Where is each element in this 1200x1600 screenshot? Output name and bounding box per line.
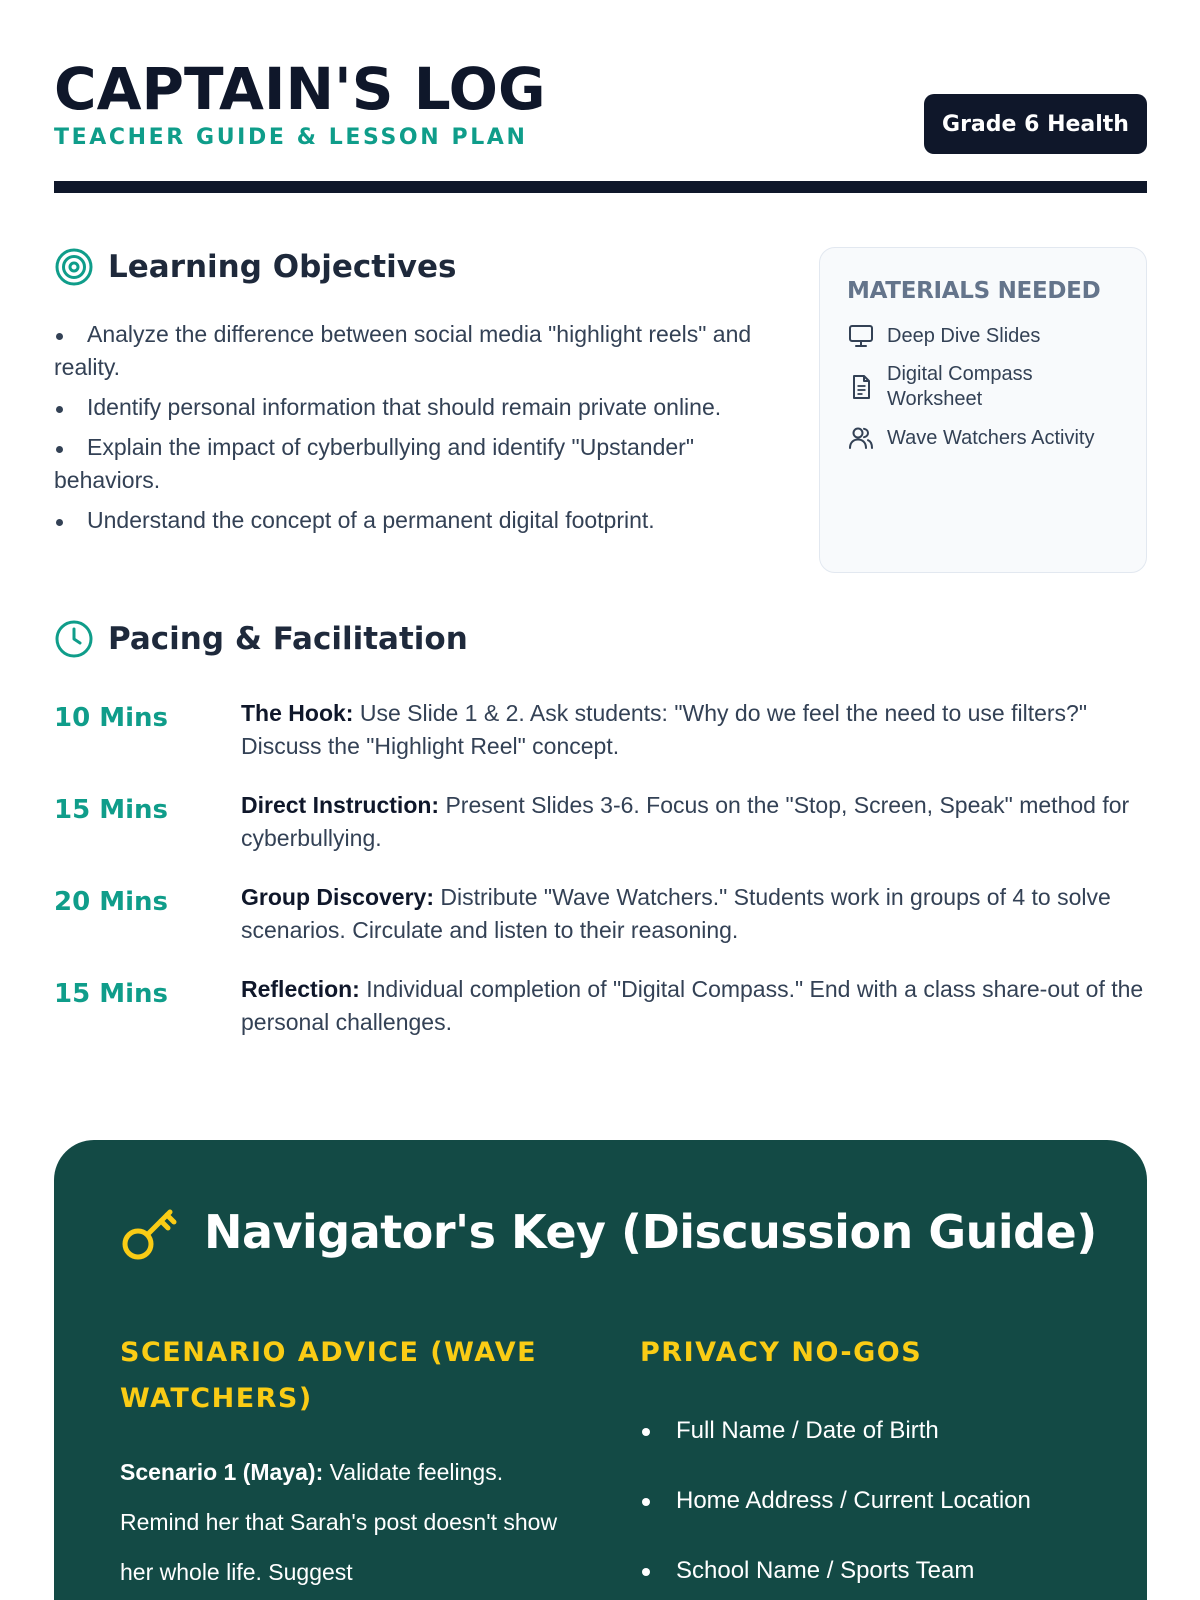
pacing-text: Use Slide 1 & 2. Ask students: "Why do we feel the need to use filters?" Discuss the "Highlight Reel" concept. (241, 700, 1088, 759)
privacy-item: Full Name / Date of Birth (640, 1396, 1090, 1466)
objective-item: Understand the concept of a permanent digital footprint. (54, 504, 774, 537)
pacing-label: Group Discovery: (241, 884, 434, 910)
pacing-description (241, 881, 1147, 947)
monitor-icon (847, 322, 875, 350)
pacing-text: Distribute "Wave Watchers." Students work in groups of 4 to solve scenarios. Circulate and listen to their reasoning. (241, 884, 1111, 943)
objective-item: Identify personal information that should remain private online. (54, 391, 774, 424)
material-item-slides (847, 322, 1119, 350)
pacing-description (241, 697, 1147, 763)
objectives-list (54, 318, 774, 544)
materials-title: MATERIALS NEEDED (847, 278, 1101, 304)
pacing-text: Present Slides 3-6. Focus on the "Stop, Screen, Speak" method for cyberbullying. (241, 792, 1130, 851)
header (54, 55, 1147, 193)
pacing-label: Reflection: (241, 976, 360, 1002)
pacing-row (54, 697, 1147, 763)
privacy-column (640, 1330, 1090, 1600)
pacing-row (54, 973, 1147, 1039)
pacing-time: 15 Mins (54, 979, 169, 1009)
grade-badge: Grade 6 Health (924, 94, 1147, 154)
scenario-1 (120, 1447, 570, 1597)
pacing-label: The Hook: (241, 700, 354, 726)
materials-card (819, 247, 1147, 573)
privacy-item: Home Address / Current Location (640, 1466, 1090, 1536)
pacing-row (54, 789, 1147, 855)
privacy-list (640, 1396, 1090, 1600)
target-icon (54, 247, 94, 287)
pacing-time: 10 Mins (54, 703, 169, 733)
privacy-item: School Name / Sports Team (640, 1536, 1090, 1600)
scenario-1-text: Validate feelings. Remind her that Sarah's post doesn't show her whole life. Suggest (120, 1459, 558, 1585)
header-divider (54, 181, 1147, 193)
pacing-description (241, 789, 1147, 855)
pacing-time: 15 Mins (54, 795, 169, 825)
scenario-advice-heading: SCENARIO ADVICE (WAVE WATCHERS) (120, 1337, 538, 1414)
scenario-1-label: Scenario 1 (Maya): (120, 1459, 324, 1485)
navigator-key-heading (120, 1200, 1097, 1264)
pacing-row (54, 881, 1147, 947)
material-item-worksheet (847, 362, 1119, 412)
material-label: Wave Watchers Activity (887, 426, 1095, 449)
navigator-key-title: Navigator's Key (Discussion Guide) (204, 1205, 1097, 1259)
page-subtitle: TEACHER GUIDE & LESSON PLAN (54, 125, 528, 150)
objective-item: Explain the impact of cyberbullying and identify "Upstander" behaviors. (54, 431, 774, 497)
privacy-heading: PRIVACY NO-GOS (640, 1337, 923, 1368)
page-title: CAPTAIN'S LOG (54, 55, 546, 123)
key-icon (120, 1200, 184, 1264)
document-icon (847, 373, 875, 401)
material-label: Deep Dive Slides (887, 324, 1041, 347)
pacing-text: Individual completion of "Digital Compass." End with a class share-out of the personal challenges. (241, 976, 1144, 1035)
material-item-activity (847, 424, 1119, 452)
navigator-key-panel (54, 1140, 1147, 1600)
pacing-time: 20 Mins (54, 887, 169, 917)
objective-item: Analyze the difference between social media "highlight reels" and reality. (54, 318, 774, 384)
pacing-heading (54, 619, 468, 659)
objectives-heading (54, 247, 456, 287)
pacing-list (54, 697, 1147, 1065)
scenario-advice-column (120, 1330, 570, 1597)
pacing-title: Pacing & Facilitation (108, 621, 468, 657)
material-label: Digital Compass Worksheet (887, 363, 1033, 410)
objectives-title: Learning Objectives (108, 249, 457, 285)
lesson-plan-page (54, 0, 1147, 1600)
pacing-description (241, 973, 1147, 1039)
pacing-label: Direct Instruction: (241, 792, 440, 818)
users-icon (847, 424, 875, 452)
clock-icon (54, 619, 94, 659)
